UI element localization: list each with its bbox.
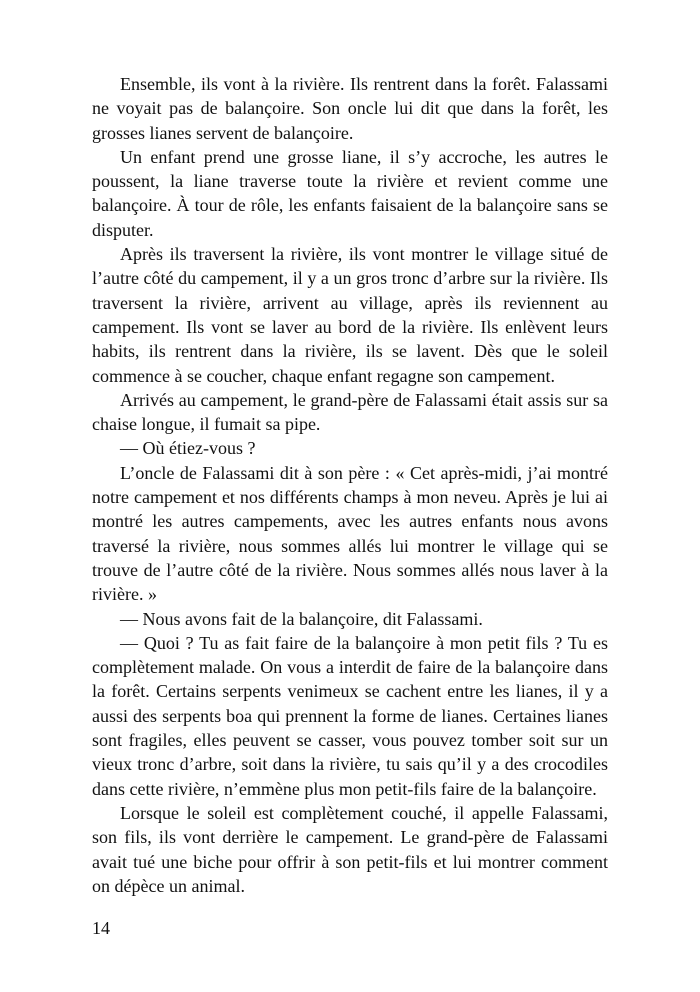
paragraph-uncle-reply: L’oncle de Falassami dit à son père : « Cet après-midi, j’ai montré notre campement et nos différents champs à mon neveu. Après je lui ai montré les autres campements, avec les autres enfants nous avons traversé la rivière, nous sommes allés lui montrer le village qui se trouve de l’autre côté de la rivière. Nous sommes allés nous laver à la rivière. » <box>92 462 608 605</box>
body-text <box>92 72 608 898</box>
paragraph-final: Lorsque le soleil est complètement couché, il appelle Falassami, son fils, ils vont derrière le campement. Le grand-père de Falassami avait tué une biche pour offrir à son petit-fils et lui montrer comment on dépèce un animal. <box>92 802 608 896</box>
page-number: 14 <box>92 918 110 938</box>
paragraph-4: Arrivés au campement, le grand-père de Falassami était assis sur sa chaise longue, il fumait sa pipe. <box>92 389 608 435</box>
dialogue-falassami: — Nous avons fait de la balançoire, dit Falassami. <box>120 608 483 629</box>
paragraph-2: Un enfant prend une grosse liane, il s’y accroche, les autres le poussent, la liane traverse toute la rivière et revient comme une balançoire. À tour de rôle, les enfants faisaient de la balançoire sans se disputer. <box>92 146 608 240</box>
paragraph-3: Après ils traversent la rivière, ils vont montrer le village situé de l’autre côté du campement, il y a un gros tronc d’arbre sur la rivière. Ils traversent la rivière, arrivent au village, après ils reviennent au campement. Ils vont se laver au bord de la rivière. Ils enlèvent leurs habits, ils rentrent dans la rivière, ils se lavent. Dès que le soleil commence à se coucher, chaque enfant regagne son campement. <box>92 244 608 386</box>
dialogue-grandfather: — Quoi ? Tu as fait faire de la balançoire à mon petit fils ? Tu es complètement malade. On vous a interdit de faire de la balançoire dans la forêt. Certains serpents venimeux se cachent entre les lianes, il y a aussi des serpents boa qui prennent la forme de lianes. Certaines lianes sont fragiles, elles peuvent se casser, vous pouvez tomber soit sur un vieux tronc d’arbre, soit dans la rivière, tu sais qu’il y a des crocodiles dans cette rivière, n’emmène plus mon petit-fils faire de la balançoire. <box>92 632 608 799</box>
dialogue-question: — Où étiez-vous ? <box>120 438 256 459</box>
paragraph-1: Ensemble, ils vont à la rivière. Ils rentrent dans la forêt. Falassami ne voyait pas de balançoire. Son oncle lui dit que dans la forêt, les grosses lianes servent de balançoire. <box>92 74 608 143</box>
